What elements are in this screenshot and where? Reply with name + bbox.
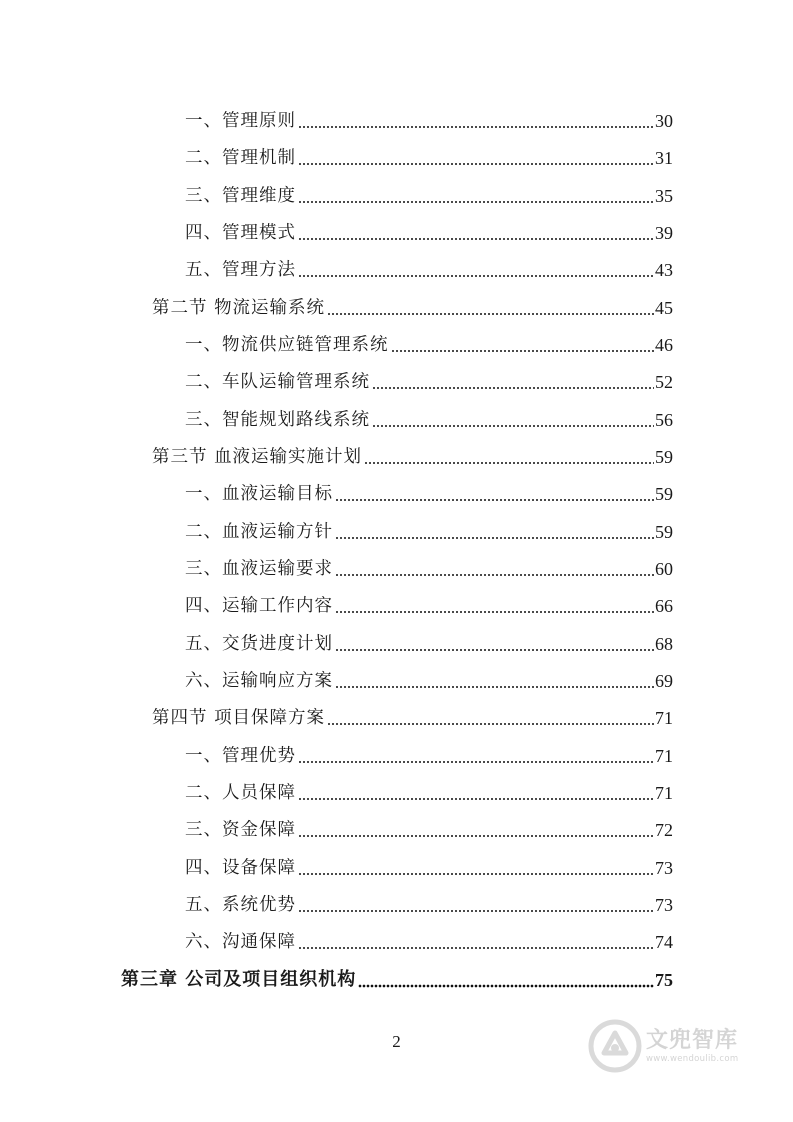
toc-entry[interactable] <box>185 666 673 692</box>
toc-dot-leader <box>298 782 654 804</box>
watermark-logo-icon <box>588 1019 642 1073</box>
toc-entry-page: 45 <box>655 298 673 318</box>
toc-entry[interactable] <box>185 778 673 804</box>
toc-dot-leader <box>298 185 654 207</box>
toc-dot-leader <box>298 222 654 244</box>
toc-entry-page: 59 <box>655 522 673 542</box>
toc-entry-page: 73 <box>655 895 673 915</box>
toc-dot-leader <box>327 297 654 319</box>
toc-dot-leader <box>335 558 654 580</box>
watermark <box>588 1016 758 1076</box>
toc-dot-leader <box>298 147 654 169</box>
toc-entry-page: 71 <box>655 708 673 728</box>
toc-dot-leader <box>298 857 654 879</box>
toc-entry-title: 二、管理机制 <box>185 148 296 168</box>
toc-dot-leader <box>327 707 654 729</box>
toc-entry[interactable] <box>121 965 673 991</box>
toc-dot-leader <box>335 483 654 505</box>
toc-entry-title: 二、血液运输方针 <box>185 522 333 542</box>
toc-dot-leader <box>372 409 654 431</box>
toc-entry-page: 35 <box>655 186 673 206</box>
toc-dot-leader <box>298 894 654 916</box>
toc-entry-page: 56 <box>655 410 673 430</box>
toc-entry-page: 59 <box>655 447 673 467</box>
toc-dot-leader <box>335 670 654 692</box>
toc-dot-leader <box>298 110 654 132</box>
toc-entry-title: 四、运输工作内容 <box>185 596 333 616</box>
page-number: 2 <box>392 1032 401 1051</box>
toc-entry[interactable] <box>185 255 673 281</box>
toc-entry[interactable] <box>185 181 673 207</box>
toc-entry[interactable] <box>185 853 673 879</box>
toc-dot-leader <box>298 745 654 767</box>
toc-dot-leader <box>298 931 654 953</box>
toc-entry-page: 71 <box>655 746 673 766</box>
toc-entry[interactable] <box>185 815 673 841</box>
toc-entry-page: 68 <box>655 634 673 654</box>
toc-entry-page: 60 <box>655 559 673 579</box>
toc-entry-page: 69 <box>655 671 673 691</box>
toc-entry[interactable] <box>185 330 673 356</box>
watermark-url: www.wendoulib.com <box>646 1054 739 1064</box>
watermark-text <box>646 1028 738 1064</box>
toc-entry-page: 72 <box>655 820 673 840</box>
toc-dot-leader <box>372 371 654 393</box>
toc-entry[interactable] <box>185 479 673 505</box>
toc-entry-title: 第三节 血液运输实施计划 <box>152 447 363 467</box>
toc-entry-title: 四、设备保障 <box>185 858 296 878</box>
toc-dot-leader <box>298 259 654 281</box>
toc-entry-title: 三、资金保障 <box>185 820 296 840</box>
toc-entry-title: 三、管理维度 <box>185 186 296 206</box>
toc-entry[interactable] <box>185 405 673 431</box>
toc-dot-leader <box>335 521 654 543</box>
toc-entry-page: 73 <box>655 858 673 878</box>
toc-entry-title: 五、系统优势 <box>185 895 296 915</box>
toc-entry[interactable] <box>185 591 673 617</box>
toc-entry-title: 二、人员保障 <box>185 783 296 803</box>
toc-entry-title: 第四节 项目保障方案 <box>152 708 326 728</box>
toc-entry-page: 71 <box>655 783 673 803</box>
toc-entry[interactable] <box>185 367 673 393</box>
watermark-name: 文兜智库 <box>646 1028 739 1053</box>
toc-entry[interactable] <box>185 927 673 953</box>
toc-entry-title: 五、交货进度计划 <box>185 634 333 654</box>
toc-entry-page: 59 <box>655 484 673 504</box>
toc-entry-page: 52 <box>655 372 673 392</box>
toc-dot-leader <box>391 334 655 356</box>
toc-entry-page: 30 <box>655 111 673 131</box>
toc-entry[interactable] <box>185 106 673 132</box>
toc-entry-title: 一、管理原则 <box>185 111 296 131</box>
toc-entry[interactable] <box>152 293 673 319</box>
toc-entry-title: 第二节 物流运输系统 <box>152 298 326 318</box>
toc-entry[interactable] <box>185 517 673 543</box>
toc-entry-page: 43 <box>655 260 673 280</box>
toc-entry[interactable] <box>185 554 673 580</box>
toc-entry-title: 四、管理模式 <box>185 223 296 243</box>
toc-entry[interactable] <box>185 741 673 767</box>
toc-entry[interactable] <box>185 890 673 916</box>
toc-entry-title: 五、管理方法 <box>185 260 296 280</box>
toc-entry-page: 39 <box>655 223 673 243</box>
toc-entry[interactable] <box>152 703 673 729</box>
toc-entry-page: 46 <box>655 335 673 355</box>
toc-entry-title: 六、沟通保障 <box>185 932 296 952</box>
toc-entry-title: 一、血液运输目标 <box>185 484 333 504</box>
toc-dot-leader <box>358 969 654 991</box>
toc-entry-title: 三、血液运输要求 <box>185 559 333 579</box>
toc-entry-title: 二、车队运输管理系统 <box>185 372 370 392</box>
toc-entry-title: 一、物流供应链管理系统 <box>185 335 389 355</box>
toc-entry-title: 一、管理优势 <box>185 746 296 766</box>
toc-dot-leader <box>298 819 654 841</box>
toc-entry-page: 75 <box>655 970 673 990</box>
toc-entry-title: 三、智能规划路线系统 <box>185 410 370 430</box>
toc-dot-leader <box>364 446 654 468</box>
toc-entry-title: 第三章 公司及项目组织机构 <box>121 969 357 990</box>
toc-dot-leader <box>335 633 654 655</box>
toc-entry[interactable] <box>152 442 673 468</box>
toc-dot-leader <box>335 595 654 617</box>
toc-entry-page: 74 <box>655 932 673 952</box>
toc-entry[interactable] <box>185 218 673 244</box>
toc-entry[interactable] <box>185 629 673 655</box>
toc-entry-title: 六、运输响应方案 <box>185 671 333 691</box>
toc-entry-page: 31 <box>655 148 673 168</box>
toc-entry[interactable] <box>185 143 673 169</box>
toc-entry-page: 66 <box>655 596 673 616</box>
